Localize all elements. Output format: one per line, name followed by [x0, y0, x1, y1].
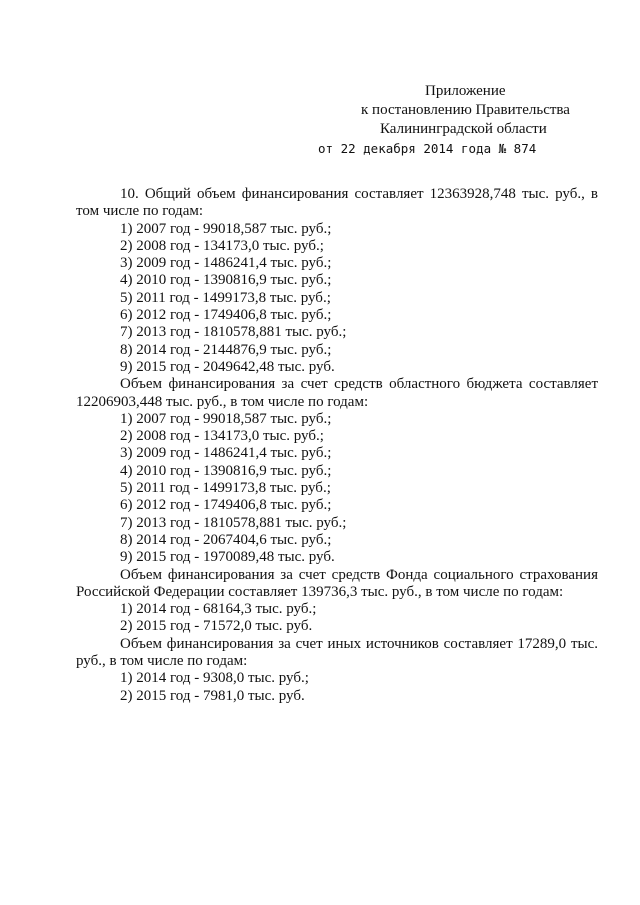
appendix-date-number: от 22 декабря 2014 года № 874	[318, 141, 537, 156]
total-funding-paragraph: 10. Общий объем финансирования составляет 12363928,748 тыс. руб., в том числе по годам:	[76, 186, 598, 220]
list-item: 5) 2011 год - 1499173,8 тыс. руб.;	[120, 289, 331, 306]
list-item: 7) 2013 год - 1810578,881 тыс. руб.;	[120, 324, 347, 341]
list-item: 8) 2014 год - 2144876,9 тыс. руб.;	[120, 341, 332, 358]
other-sources-paragraph: Объем финансирования за счет иных источников составляет 17289,0 тыс. руб., в том числе по годам:	[76, 635, 598, 670]
appendix-title: Приложение	[425, 83, 506, 99]
list-item: 9) 2015 год - 2049642,48 тыс. руб.	[120, 358, 335, 375]
document-body	[76, 186, 598, 705]
list-item: 2) 2015 год - 71572,0 тыс. руб.	[120, 618, 313, 635]
list-item: 8) 2014 год - 2067404,6 тыс. руб.;	[120, 531, 332, 548]
list-item: 3) 2009 год - 1486241,4 тыс. руб.;	[120, 445, 332, 462]
appendix-resolution-ref: к постановлению Правительства	[361, 102, 570, 118]
list-item: 3) 2009 год - 1486241,4 тыс. руб.;	[120, 255, 332, 272]
list-item: 1) 2007 год - 99018,587 тыс. руб.;	[120, 220, 332, 237]
appendix-header	[300, 82, 600, 158]
list-item: 1) 2014 год - 9308,0 тыс. руб.;	[120, 670, 309, 687]
list-item: 1) 2007 год - 99018,587 тыс. руб.;	[120, 410, 332, 427]
list-item: 7) 2013 год - 1810578,881 тыс. руб.;	[120, 514, 347, 531]
list-item: 2) 2008 год - 134173,0 тыс. руб.;	[120, 428, 324, 445]
list-item: 9) 2015 год - 1970089,48 тыс. руб.	[120, 549, 335, 566]
social-insurance-paragraph: Объем финансирования за счет средств Фонда социального страхования Российской Федерации составляет 139736,3 тыс. руб., в том числе по годам:	[76, 566, 598, 600]
appendix-region: Калининградской области	[380, 121, 547, 137]
regional-budget-paragraph: Объем финансирования за счет средств областного бюджета составляет 12206903,448 тыс. руб., в том числе по годам:	[76, 376, 598, 410]
list-item: 6) 2012 год - 1749406,8 тыс. руб.;	[120, 497, 332, 514]
list-item: 5) 2011 год - 1499173,8 тыс. руб.;	[120, 480, 331, 497]
list-item: 4) 2010 год - 1390816,9 тыс. руб.;	[120, 462, 332, 479]
list-item: 2) 2008 год - 134173,0 тыс. руб.;	[120, 237, 324, 254]
list-item: 6) 2012 год - 1749406,8 тыс. руб.;	[120, 307, 332, 324]
list-item: 2) 2015 год - 7981,0 тыс. руб.	[120, 687, 305, 704]
list-item: 1) 2014 год - 68164,3 тыс. руб.;	[120, 601, 317, 618]
list-item: 4) 2010 год - 1390816,9 тыс. руб.;	[120, 272, 332, 289]
